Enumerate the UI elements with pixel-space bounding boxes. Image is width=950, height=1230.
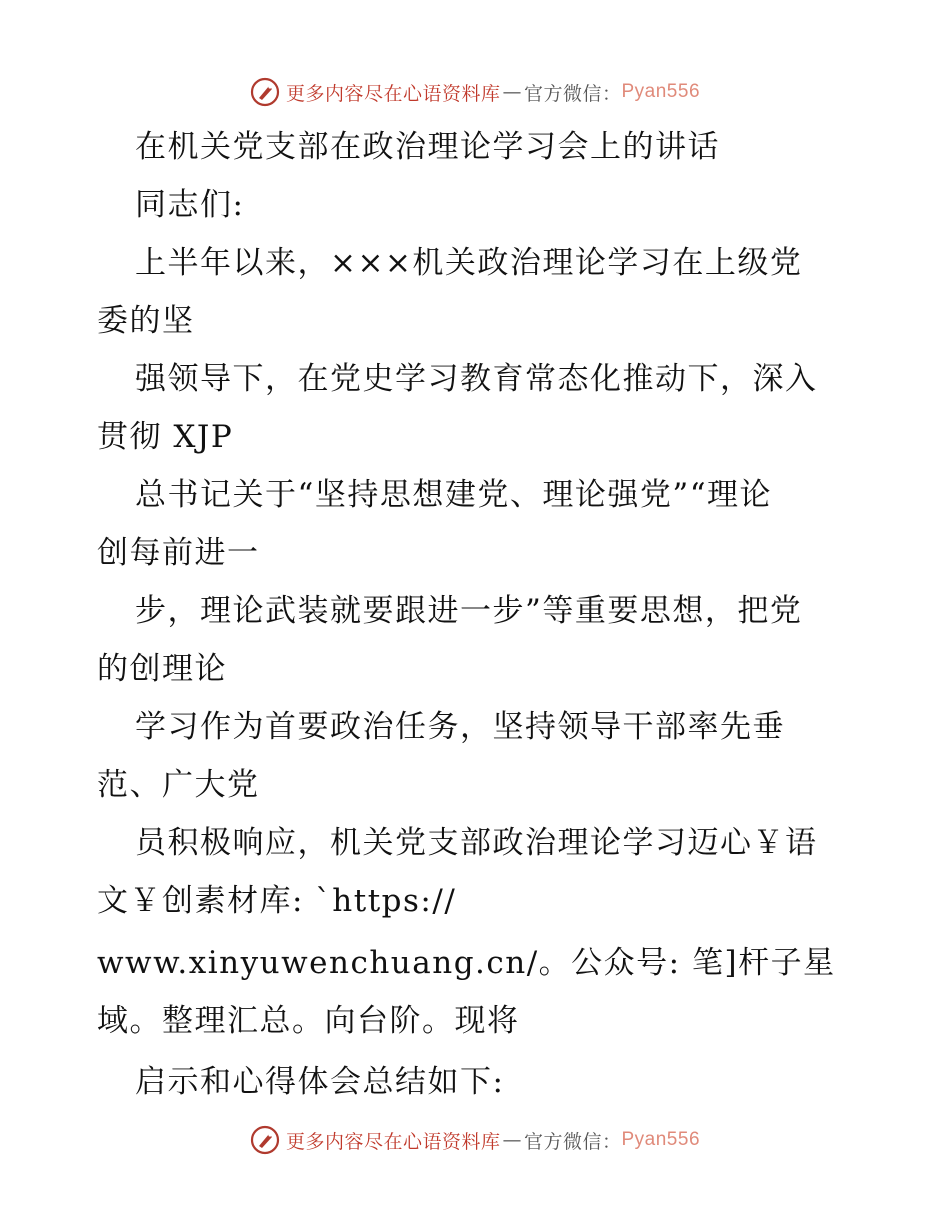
banner-official-label: 官方微信： <box>523 82 622 105</box>
paragraph-line: 域。整理汇总。向台阶。现将 <box>97 1003 520 1039</box>
paragraph-line: 上半年以来，×××机关政治理论学习在上级党 <box>135 245 803 281</box>
paragraph-line: 范、广大党 <box>97 767 260 803</box>
paragraph-line: 文￥创素材库: `https:// <box>97 883 457 919</box>
salutation: 同志们: <box>135 187 245 223</box>
paragraph-line: 强领导下，在党史学习教育常态化推动下，深入 <box>135 361 818 397</box>
pen-nib-logo-icon <box>250 77 280 107</box>
banner-site-text: 更多内容尽在心语资料库 <box>285 1130 501 1153</box>
banner-wechat-id: Pyan556 <box>621 81 701 102</box>
banner-separator: — <box>502 81 522 103</box>
banner-separator: — <box>502 1129 522 1151</box>
pen-nib-logo-icon <box>250 1125 280 1155</box>
paragraph-line: www.xinyuwenchuang.cn/。公众号: 笔]杆子星 <box>97 945 836 981</box>
banner-wechat-id: Pyan556 <box>621 1129 701 1150</box>
document-title: 在机关党支部在政治理论学习会上的讲话 <box>135 129 720 165</box>
paragraph-line: 委的坚 <box>97 303 195 339</box>
header-banner <box>0 72 950 112</box>
paragraph-line: 启示和心得体会总结如下: <box>135 1064 505 1100</box>
paragraph-line: 的创理论 <box>97 651 227 687</box>
banner-site-text: 更多内容尽在心语资料库 <box>285 82 501 105</box>
paragraph-line: 创每前进一 <box>97 535 260 571</box>
footer-banner <box>0 1120 950 1160</box>
paragraph-line: 学习作为首要政治任务，坚持领导干部率先垂 <box>135 709 785 745</box>
paragraph-line: 贯彻 XJP <box>97 419 234 455</box>
paragraph-line: 总书记关于“坚持思想建党、理论强党”“理论 <box>135 477 773 513</box>
paragraph-line: 员积极响应，机关党支部政治理论学习迈心￥语 <box>135 825 818 861</box>
banner-official-label: 官方微信： <box>523 1130 622 1153</box>
paragraph-line: 步，理论武装就要跟进一步”等重要思想，把党 <box>135 593 803 629</box>
